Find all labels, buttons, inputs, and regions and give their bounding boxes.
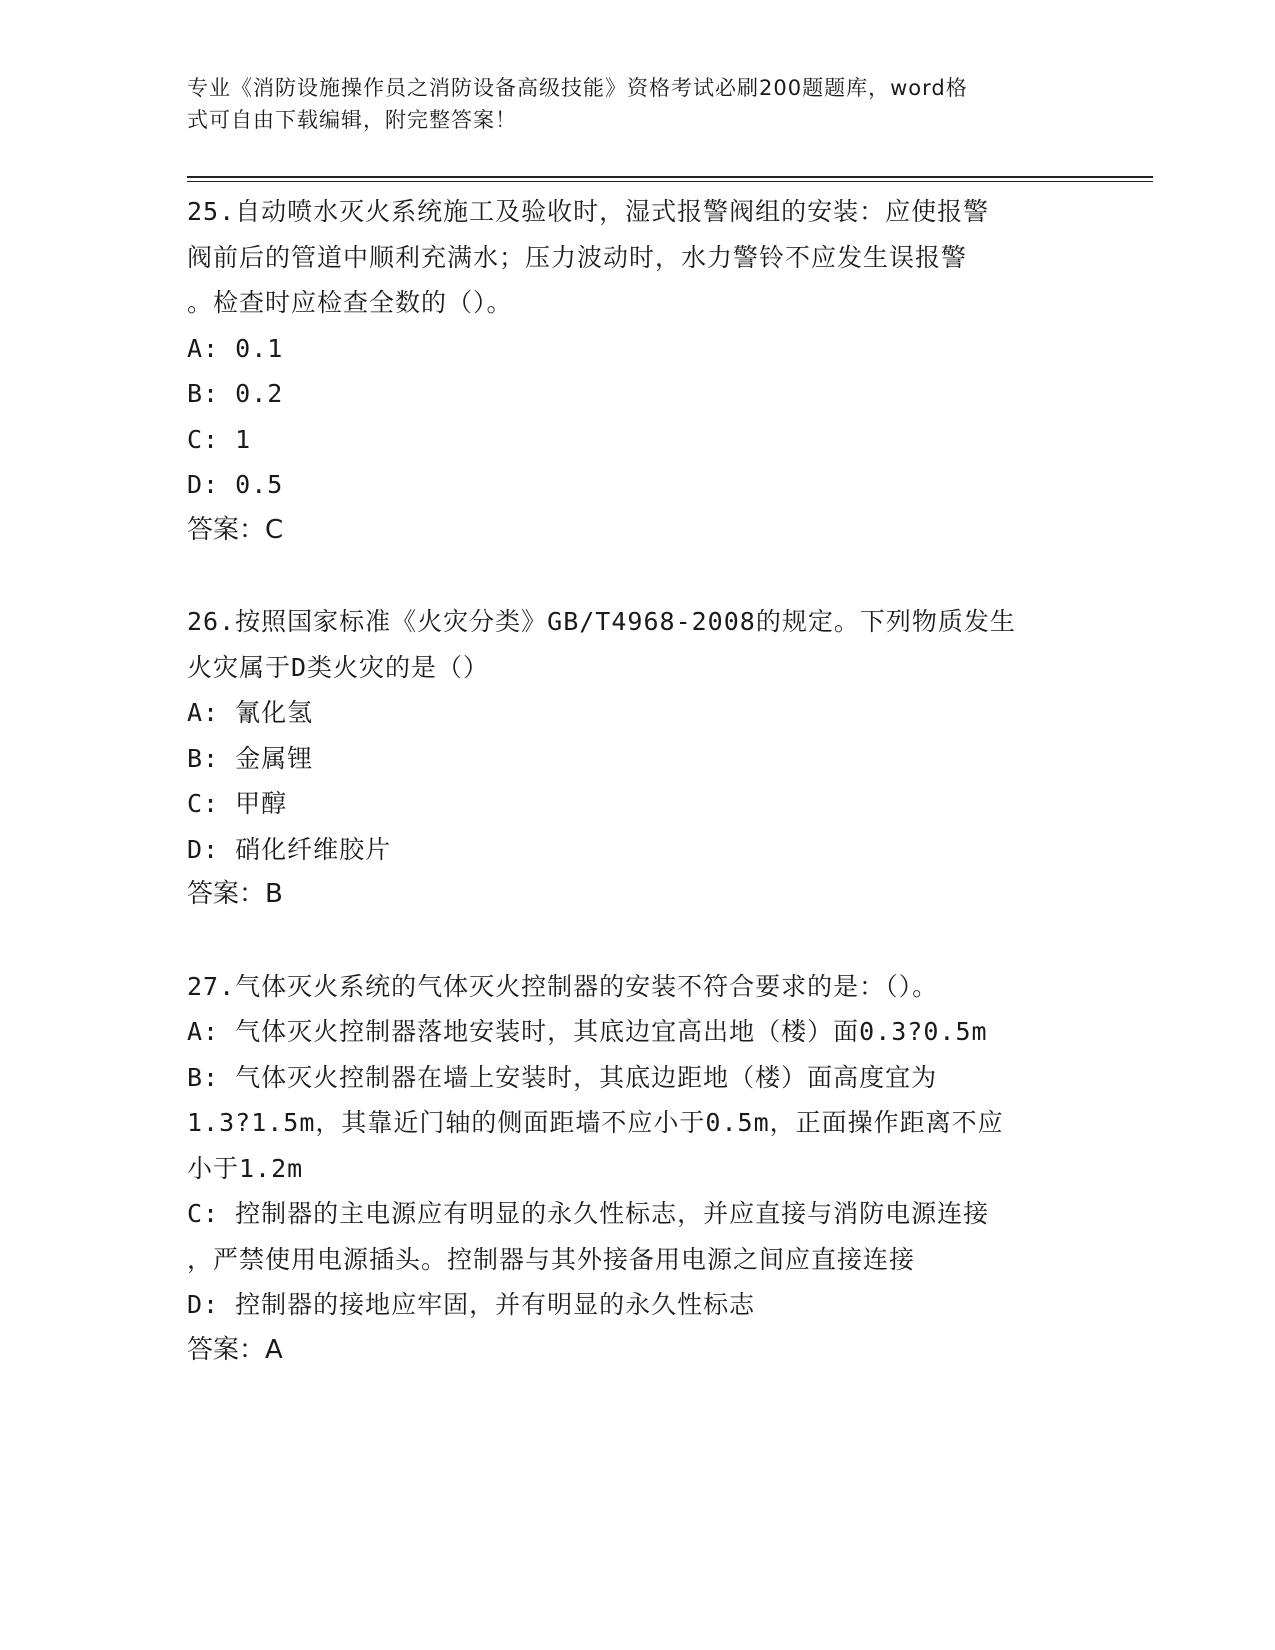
question-list (187, 189, 1087, 1419)
document-header (187, 72, 1067, 136)
answer-line (187, 872, 1087, 918)
question-stem-line: 阀前后的管道中顺利充满水；压力波动时，水力警铃不应发生误报警 (187, 242, 968, 272)
header-divider-thick (187, 176, 1153, 178)
question-stem-line: 27.气体灭火系统的气体灭火控制器的安装不符合要求的是：（）。 (187, 971, 939, 1001)
option-b: B: 金属锂 (187, 743, 314, 773)
header-divider-thin (187, 181, 1153, 182)
option-a: A: 氰化氢 (187, 698, 314, 727)
answer-label: 答案： (187, 879, 266, 909)
answer-label: 答案： (187, 514, 266, 545)
option-c-continued: ，严禁使用电源插头。控制器与其外接备用电源之间应直接连接 (187, 1244, 916, 1274)
answer-value: B (265, 879, 283, 909)
option-d: D: 控制器的接地应牢固，并有明显的永久性标志 (187, 1290, 756, 1319)
option-b-continued: 1.3?1.5m，其靠近门轴的侧面距墙不应小于0.5m，正面操作距离不应 (187, 1108, 1004, 1137)
option-d: D: 0.5 (187, 470, 284, 499)
question-stem-line: 。检查时应检查全数的（）。 (187, 288, 513, 317)
option-c: C: 甲醇 (187, 789, 288, 818)
answer-label: 答案： (187, 1334, 266, 1365)
header-line-2: 式可自由下载编辑，附完整答案！ (187, 108, 517, 132)
answer-line (187, 1328, 1087, 1374)
question-stem-line: 26.按照国家标准《火灾分类》GB/T4968-2008的规定。下列物质发生 (187, 607, 1016, 636)
option-c: C: 控制器的主电源应有明显的永久性标志，并应直接与消防电源连接 (187, 1199, 990, 1228)
question-27 (187, 964, 1087, 1374)
question-stem-line: 火灾属于D类火灾的是（） (187, 652, 490, 682)
option-b: B: 0.2 (187, 379, 284, 408)
answer-line (187, 508, 1087, 554)
answer-value: A (265, 1334, 283, 1365)
answer-value: C (265, 514, 284, 545)
option-a: A: 0.1 (187, 333, 284, 363)
option-b-continued: 小于1.2m (187, 1153, 304, 1183)
option-c: C: 1 (187, 424, 252, 454)
option-a: A: 气体灭火控制器落地安装时，其底边宜高出地（楼）面0.3?0.5m (187, 1017, 988, 1046)
header-line-1: 专业《消防设施操作员之消防设备高级技能》资格考试必刷200题题库，word格 (187, 76, 968, 100)
question-stem-line: 25.自动喷水灭火系统施工及验收时，湿式报警阀组的安装：应使报警 (187, 197, 990, 226)
question-25 (187, 189, 1087, 553)
option-d: D: 硝化纤维胶片 (187, 834, 392, 864)
option-b: B: 气体灭火控制器在墙上安装时，其底边距地（楼）面高度宜为 (187, 1062, 938, 1092)
question-26 (187, 599, 1087, 918)
